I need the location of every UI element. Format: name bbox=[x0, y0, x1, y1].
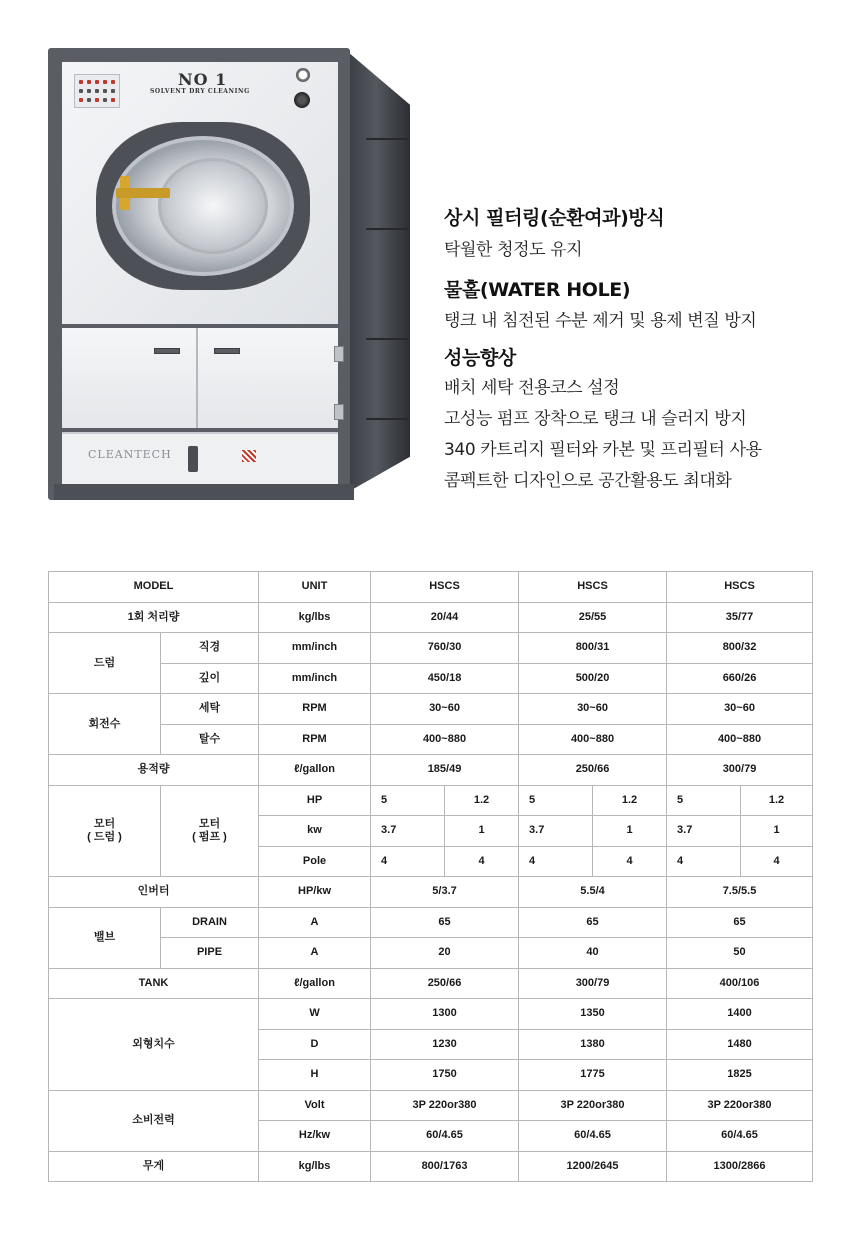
value-cell: 400~880 bbox=[371, 724, 519, 755]
value-cell: 4 bbox=[741, 846, 813, 877]
value-cell: 1480 bbox=[667, 1029, 813, 1060]
value-cell: 1 bbox=[593, 816, 667, 847]
value-cell: 20 bbox=[371, 938, 519, 969]
unit-cell: kg/lbs bbox=[259, 602, 371, 633]
table-row bbox=[49, 938, 813, 969]
unit-cell: A bbox=[259, 907, 371, 938]
table-row bbox=[49, 785, 813, 816]
spec-table bbox=[48, 571, 813, 1182]
table-row bbox=[49, 755, 813, 786]
hinge-icon bbox=[334, 346, 344, 362]
header-model-name: HSCS bbox=[371, 572, 519, 603]
value-cell: 500/20 bbox=[519, 663, 667, 694]
value-cell: 300/79 bbox=[519, 968, 667, 999]
value-cell: 3.7 bbox=[667, 816, 741, 847]
row-label: TANK bbox=[49, 968, 259, 999]
sub-label: 직경 bbox=[161, 633, 259, 664]
value-cell: 1.2 bbox=[741, 785, 813, 816]
value-cell: 5 bbox=[371, 785, 445, 816]
table-row bbox=[49, 907, 813, 938]
feature-line: 340 카트리지 필터와 카본 및 프리필터 사용 bbox=[444, 440, 762, 460]
unit-cell: kg/lbs bbox=[259, 1151, 371, 1182]
value-cell: 25/55 bbox=[519, 602, 667, 633]
table-row bbox=[49, 633, 813, 664]
motor-pump-label: 모터 bbox=[198, 817, 221, 830]
control-panel bbox=[74, 74, 120, 108]
table-row bbox=[49, 1151, 813, 1182]
unit-cell: mm/inch bbox=[259, 663, 371, 694]
value-cell: 65 bbox=[519, 907, 667, 938]
value-cell: 450/18 bbox=[371, 663, 519, 694]
value-cell: 760/30 bbox=[371, 633, 519, 664]
pressure-gauge-icon bbox=[296, 68, 310, 82]
value-cell: 4 bbox=[667, 846, 741, 877]
cabinet-handle-icon bbox=[214, 348, 240, 354]
value-cell: 40 bbox=[519, 938, 667, 969]
row-label: 용적량 bbox=[49, 755, 259, 786]
unit-cell: mm/inch bbox=[259, 633, 371, 664]
value-cell: 250/66 bbox=[519, 755, 667, 786]
value-cell: 185/49 bbox=[371, 755, 519, 786]
table-row bbox=[49, 602, 813, 633]
value-cell: 30~60 bbox=[667, 694, 813, 725]
table-row bbox=[49, 999, 813, 1030]
header-model: MODEL bbox=[49, 572, 259, 603]
feature-group bbox=[444, 345, 844, 495]
table-row bbox=[49, 724, 813, 755]
sub-label bbox=[161, 785, 259, 877]
value-cell: 4 bbox=[371, 846, 445, 877]
row-label: 1회 처리량 bbox=[49, 602, 259, 633]
cabinet-divider bbox=[196, 328, 198, 428]
value-cell: 1.2 bbox=[593, 785, 667, 816]
value-cell: 1230 bbox=[371, 1029, 519, 1060]
value-cell: 1300 bbox=[371, 999, 519, 1030]
base-brand-label: CLEANTECH bbox=[88, 448, 172, 461]
value-cell: 5 bbox=[519, 785, 593, 816]
lower-cabinet bbox=[62, 328, 338, 428]
sub-label: 깊이 bbox=[161, 663, 259, 694]
value-cell: 1350 bbox=[519, 999, 667, 1030]
value-cell: 400/106 bbox=[667, 968, 813, 999]
unit-cell: HP bbox=[259, 785, 371, 816]
value-cell: 4 bbox=[593, 846, 667, 877]
row-label bbox=[49, 785, 161, 877]
value-cell: 3.7 bbox=[519, 816, 593, 847]
motor-drum-sublabel: ( 드럼 ) bbox=[87, 830, 122, 843]
table-row bbox=[49, 877, 813, 908]
value-cell: 1300/2866 bbox=[667, 1151, 813, 1182]
value-cell: 60/4.65 bbox=[519, 1121, 667, 1152]
machine-subtitle: SOLVENT DRY CLEANING bbox=[150, 88, 250, 95]
header-model-name: HSCS bbox=[519, 572, 667, 603]
brand-logo-icon bbox=[242, 450, 256, 462]
machine-side-panel bbox=[348, 52, 410, 492]
sub-label: 세탁 bbox=[161, 694, 259, 725]
value-cell: 7.5/5.5 bbox=[667, 877, 813, 908]
unit-cell: RPM bbox=[259, 724, 371, 755]
cabinet-handle-icon bbox=[154, 348, 180, 354]
feature-line: 콤펙트한 디자인으로 공간활용도 최대화 bbox=[444, 471, 732, 491]
value-cell: 400~880 bbox=[667, 724, 813, 755]
feature-line: 배치 세탁 전용코스 설정 bbox=[444, 378, 620, 398]
table-row bbox=[49, 694, 813, 725]
feature-heading: 성능향상 bbox=[444, 347, 516, 369]
feature-group bbox=[444, 277, 844, 335]
row-label: 회전수 bbox=[49, 694, 161, 755]
unit-cell: Hz/kw bbox=[259, 1121, 371, 1152]
sub-label: PIPE bbox=[161, 938, 259, 969]
value-cell: 1400 bbox=[667, 999, 813, 1030]
value-cell: 3P 220or380 bbox=[667, 1090, 813, 1121]
value-cell: 800/32 bbox=[667, 633, 813, 664]
table-row bbox=[49, 968, 813, 999]
unit-cell: ℓ/gallon bbox=[259, 968, 371, 999]
unit-cell: W bbox=[259, 999, 371, 1030]
value-cell: 5/3.7 bbox=[371, 877, 519, 908]
value-cell: 1.2 bbox=[445, 785, 519, 816]
value-cell: 4 bbox=[445, 846, 519, 877]
unit-cell: ℓ/gallon bbox=[259, 755, 371, 786]
value-cell: 60/4.65 bbox=[667, 1121, 813, 1152]
machine-model-label: NO 1 bbox=[178, 70, 228, 89]
value-cell: 30~60 bbox=[519, 694, 667, 725]
feature-line: 고성능 펌프 장착으로 탱크 내 슬러지 방지 bbox=[444, 409, 747, 429]
unit-cell: HP/kw bbox=[259, 877, 371, 908]
side-rib bbox=[366, 338, 408, 340]
unit-cell: A bbox=[259, 938, 371, 969]
table-row bbox=[49, 572, 813, 603]
drum-window bbox=[158, 158, 268, 254]
drain-slot bbox=[188, 446, 198, 472]
unit-cell: D bbox=[259, 1029, 371, 1060]
side-rib bbox=[366, 228, 408, 230]
feature-line: 탱크 내 침전된 수분 제거 및 용제 변질 방지 bbox=[444, 311, 757, 331]
motor-drum-label: 모터 bbox=[93, 817, 116, 830]
feature-list bbox=[444, 205, 844, 495]
value-cell: 1825 bbox=[667, 1060, 813, 1091]
value-cell: 3P 220or380 bbox=[519, 1090, 667, 1121]
value-cell: 3.7 bbox=[371, 816, 445, 847]
value-cell: 1200/2645 bbox=[519, 1151, 667, 1182]
door-latch-icon bbox=[116, 188, 170, 198]
machine-foot bbox=[54, 484, 354, 500]
value-cell: 800/31 bbox=[519, 633, 667, 664]
value-cell: 250/66 bbox=[371, 968, 519, 999]
row-label: 밸브 bbox=[49, 907, 161, 968]
unit-cell: Volt bbox=[259, 1090, 371, 1121]
value-cell: 1380 bbox=[519, 1029, 667, 1060]
hinge-icon bbox=[334, 404, 344, 420]
value-cell: 50 bbox=[667, 938, 813, 969]
value-cell: 65 bbox=[667, 907, 813, 938]
unit-cell: Pole bbox=[259, 846, 371, 877]
value-cell: 660/26 bbox=[667, 663, 813, 694]
value-cell: 65 bbox=[371, 907, 519, 938]
value-cell: 30~60 bbox=[371, 694, 519, 725]
motor-pump-sublabel: ( 펌프 ) bbox=[192, 830, 227, 843]
value-cell: 5 bbox=[667, 785, 741, 816]
value-cell: 20/44 bbox=[371, 602, 519, 633]
value-cell: 35/77 bbox=[667, 602, 813, 633]
value-cell: 1775 bbox=[519, 1060, 667, 1091]
sub-label: 탈수 bbox=[161, 724, 259, 755]
value-cell: 5.5/4 bbox=[519, 877, 667, 908]
value-cell: 60/4.65 bbox=[371, 1121, 519, 1152]
unit-cell: RPM bbox=[259, 694, 371, 725]
row-label: 무게 bbox=[49, 1151, 259, 1182]
value-cell: 1 bbox=[445, 816, 519, 847]
knob-icon bbox=[294, 92, 310, 108]
header-unit: UNIT bbox=[259, 572, 371, 603]
side-rib bbox=[366, 418, 408, 420]
row-label: 소비전력 bbox=[49, 1090, 259, 1151]
side-rib bbox=[366, 138, 408, 140]
value-cell: 800/1763 bbox=[371, 1151, 519, 1182]
unit-cell: kw bbox=[259, 816, 371, 847]
sub-label: DRAIN bbox=[161, 907, 259, 938]
feature-heading: 물홀(WATER HOLE) bbox=[444, 279, 631, 301]
value-cell: 300/79 bbox=[667, 755, 813, 786]
value-cell: 3P 220or380 bbox=[371, 1090, 519, 1121]
row-label: 인버터 bbox=[49, 877, 259, 908]
table-row bbox=[49, 663, 813, 694]
value-cell: 400~880 bbox=[519, 724, 667, 755]
unit-cell: H bbox=[259, 1060, 371, 1091]
row-label: 드럼 bbox=[49, 633, 161, 694]
row-label: 외형치수 bbox=[49, 999, 259, 1091]
value-cell: 4 bbox=[519, 846, 593, 877]
value-cell: 1750 bbox=[371, 1060, 519, 1091]
feature-group bbox=[444, 205, 844, 264]
value-cell: 1 bbox=[741, 816, 813, 847]
feature-line: 탁월한 청정도 유지 bbox=[444, 240, 583, 260]
header-model-name: HSCS bbox=[667, 572, 813, 603]
table-row bbox=[49, 1090, 813, 1121]
product-image bbox=[48, 48, 413, 508]
feature-heading: 상시 필터링(순환여과)방식 bbox=[444, 207, 665, 229]
